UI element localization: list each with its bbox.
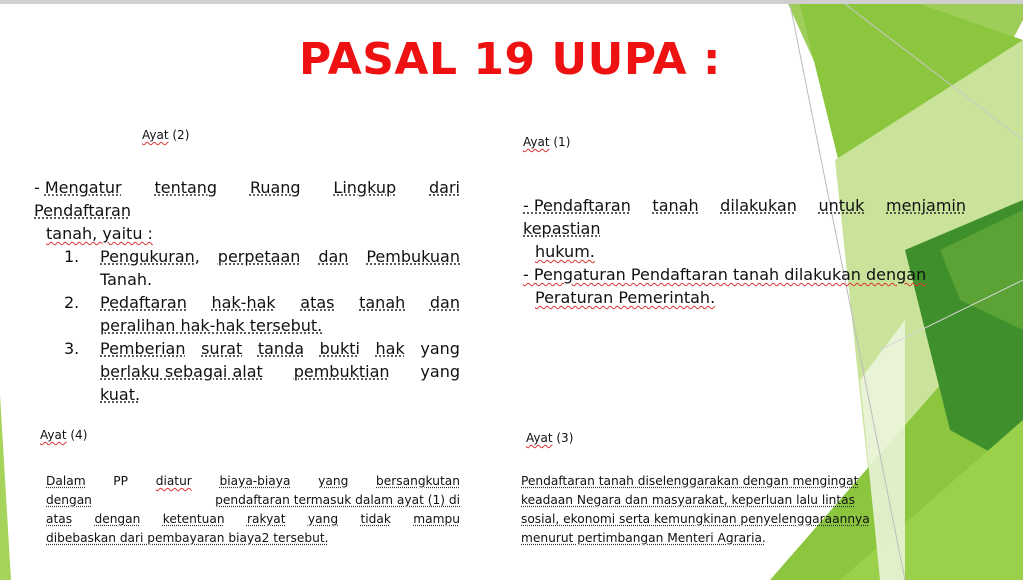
ayat-2-body xyxy=(34,176,460,406)
ayat-1-p2-line-1: - Pengaturan Pendaftaran tanah dilakukan dengan xyxy=(523,265,927,284)
ayat-2-label: Ayat (2) xyxy=(142,128,190,142)
ayat-1-p1-line-1: - Pendaftaran tanah dilakukan untuk menjamin xyxy=(523,196,966,215)
ayat-4-line-1: Dalam PP diatur biaya-biaya yang bersangkutan xyxy=(46,474,460,488)
ayat-4-line-4: dibebaskan dari pembayaran biaya2 tersebut. xyxy=(46,531,329,545)
ayat-2-item-2-cont: peralihan hak-hak tersebut. xyxy=(100,316,323,335)
ayat-2-item-3: 3. Pemberian surat tanda bukti hak yang xyxy=(64,339,460,358)
slide-title: PASAL 19 UUPA : xyxy=(298,34,722,85)
ayat-1-p2-line-2: Peraturan Pemerintah. xyxy=(535,288,716,307)
ayat-1-p1-line-2: kepastian xyxy=(523,219,601,238)
ayat-4-line-3: atas dengan ketentuan rakyat yang tidak mampu xyxy=(46,512,460,526)
ayat-2-intro-line-2: Pendaftaran xyxy=(34,201,131,220)
ayat-3-line-1: Pendaftaran tanah diselenggarakan dengan mengingat xyxy=(521,474,859,488)
ayat-1-label: Ayat (1) xyxy=(523,135,571,149)
ayat-4-label: Ayat (4) xyxy=(40,428,88,442)
ayat-2-item-1: 1. Pengukuran, perpetaan dan Pembukuan xyxy=(64,247,460,266)
ayat-2-item-3-cont-2: kuat. xyxy=(100,385,141,404)
ayat-2-item-1-cont: Tanah. xyxy=(100,270,153,289)
ayat-2-intro-line-3: tanah, yaitu : xyxy=(46,224,153,243)
ayat-2-intro-line-1: - Mengatur tentang Ruang Lingkup dari xyxy=(34,178,460,197)
ayat-3-line-2: keadaan Negara dan masyarakat, keperluan lalu lintas xyxy=(521,493,856,507)
ayat-4-body xyxy=(46,472,460,548)
ayat-3-label: Ayat (3) xyxy=(526,431,574,445)
ayat-4-line-2: dengan pendaftaran termasuk dalam ayat (1) di xyxy=(46,493,460,507)
ayat-3-body xyxy=(521,472,961,548)
ayat-2-item-2: 2. Pedaftaran hak-hak atas tanah dan xyxy=(64,293,460,312)
left-green-sliver xyxy=(0,395,11,580)
ayat-2-item-3-cont: berlaku sebagai alat pembuktian yang xyxy=(100,362,460,381)
ayat-1-body xyxy=(523,194,966,309)
ayat-3-line-4: menurut pertimbangan Menteri Agraria. xyxy=(521,531,766,545)
ayat-3-line-3: sosial, ekonomi serta kemungkinan penyelenggaraannya xyxy=(521,512,870,526)
ayat-1-p1-line-3: hukum. xyxy=(535,242,595,261)
